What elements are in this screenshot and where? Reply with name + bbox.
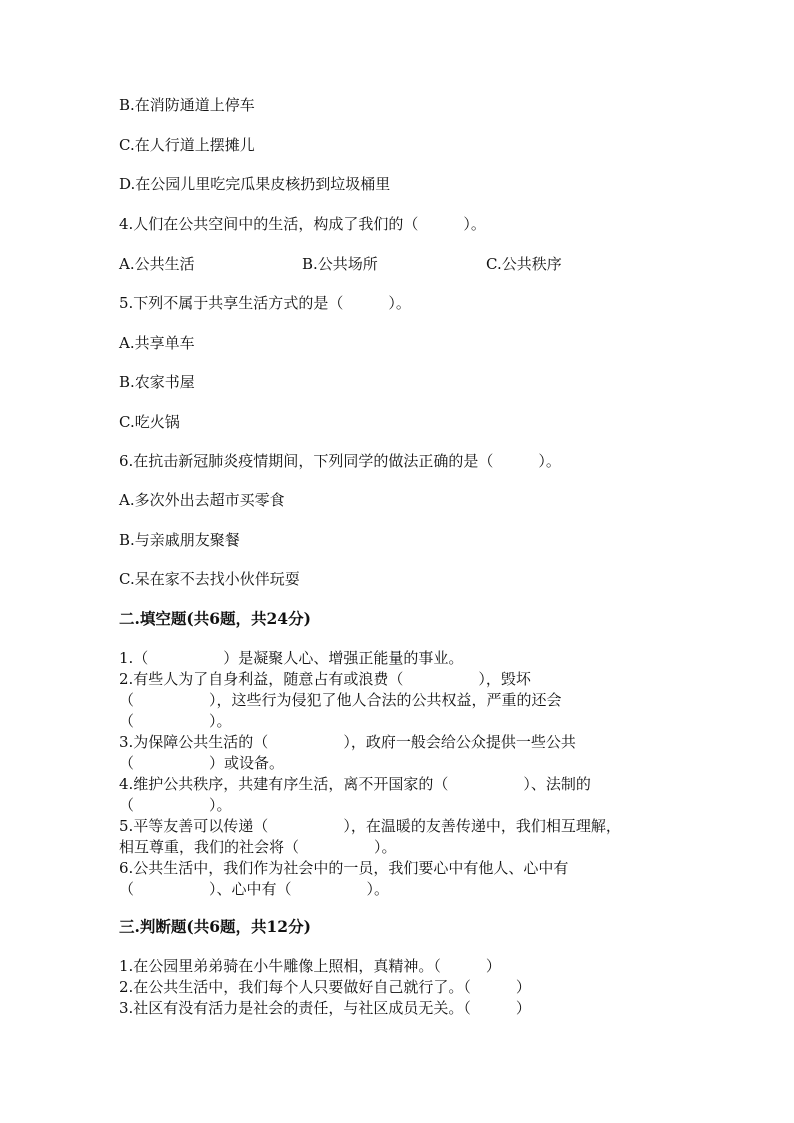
q5-option-b: B.农家书屋: [119, 373, 195, 391]
q3-option-c: C.在人行道上摆摊儿: [119, 136, 255, 154]
q4-option-c: C.公共秩序: [486, 255, 562, 273]
fill-line: 4.维护公共秩序，共建有序生活，离不开国家的（ ）、法制的: [119, 775, 591, 793]
fill-line: 5.平等友善可以传递（ ），在温暖的友善传递中，我们相互理解，: [119, 817, 621, 835]
q4-stem: 4.人们在公共空间中的生活，构成了我们的（ ）。: [119, 215, 486, 233]
fill-line: （ ）。: [119, 712, 232, 730]
fill-line: 2.有些人为了自身利益，随意占有或浪费（ ），毁坏: [119, 670, 531, 688]
q5-stem: 5.下列不属于共享生活方式的是（ ）。: [119, 294, 411, 312]
q3-option-b: B.在消防通道上停车: [119, 96, 255, 114]
fill-line: （ ）或设备。: [119, 754, 285, 772]
q5-option-c: C.吃火锅: [119, 413, 180, 431]
q3-option-d: D.在公园儿里吃完瓜果皮核扔到垃圾桶里: [119, 175, 391, 193]
q6-stem: 6.在抗击新冠肺炎疫情期间，下列同学的做法正确的是（ ）。: [119, 452, 561, 470]
fill-line: 6.公共生活中，我们作为社会中的一员，我们要心中有他人、心中有: [119, 859, 569, 877]
fill-line: 相互尊重，我们的社会将（ ）。: [119, 838, 397, 856]
q4-option-a: A.公共生活: [119, 255, 195, 273]
judge-line: 3.社区有没有活力是社会的责任，与社区成员无关。（ ）: [119, 999, 531, 1017]
fill-line: （ ）、心中有（ ）。: [119, 880, 390, 898]
judge-line: 1.在公园里弟弟骑在小牛雕像上照相，真精神。（ ）: [119, 957, 501, 975]
q5-option-a: A.共享单车: [119, 334, 195, 352]
section3-title: 三.判断题(共6题，共12分): [119, 917, 311, 936]
q4-option-b: B.公共场所: [302, 255, 378, 273]
q6-option-b: B.与亲戚朋友聚餐: [119, 531, 240, 549]
fill-line: 3.为保障公共生活的（ ），政府一般会给公众提供一些公共: [119, 733, 576, 751]
q6-option-a: A.多次外出去超市买零食: [119, 491, 285, 509]
q6-option-c: C.呆在家不去找小伙伴玩耍: [119, 570, 300, 588]
fill-line: 1.（ ）是凝聚人心、增强正能量的事业。: [119, 649, 464, 667]
judge-line: 2.在公共生活中，我们每个人只要做好自己就行了。（ ）: [119, 978, 531, 996]
fill-line: （ ）。: [119, 796, 232, 814]
section2-title: 二.填空题(共6题，共24分): [119, 609, 311, 628]
fill-line: （ ），这些行为侵犯了他人合法的公共权益，严重的还会: [119, 691, 562, 709]
